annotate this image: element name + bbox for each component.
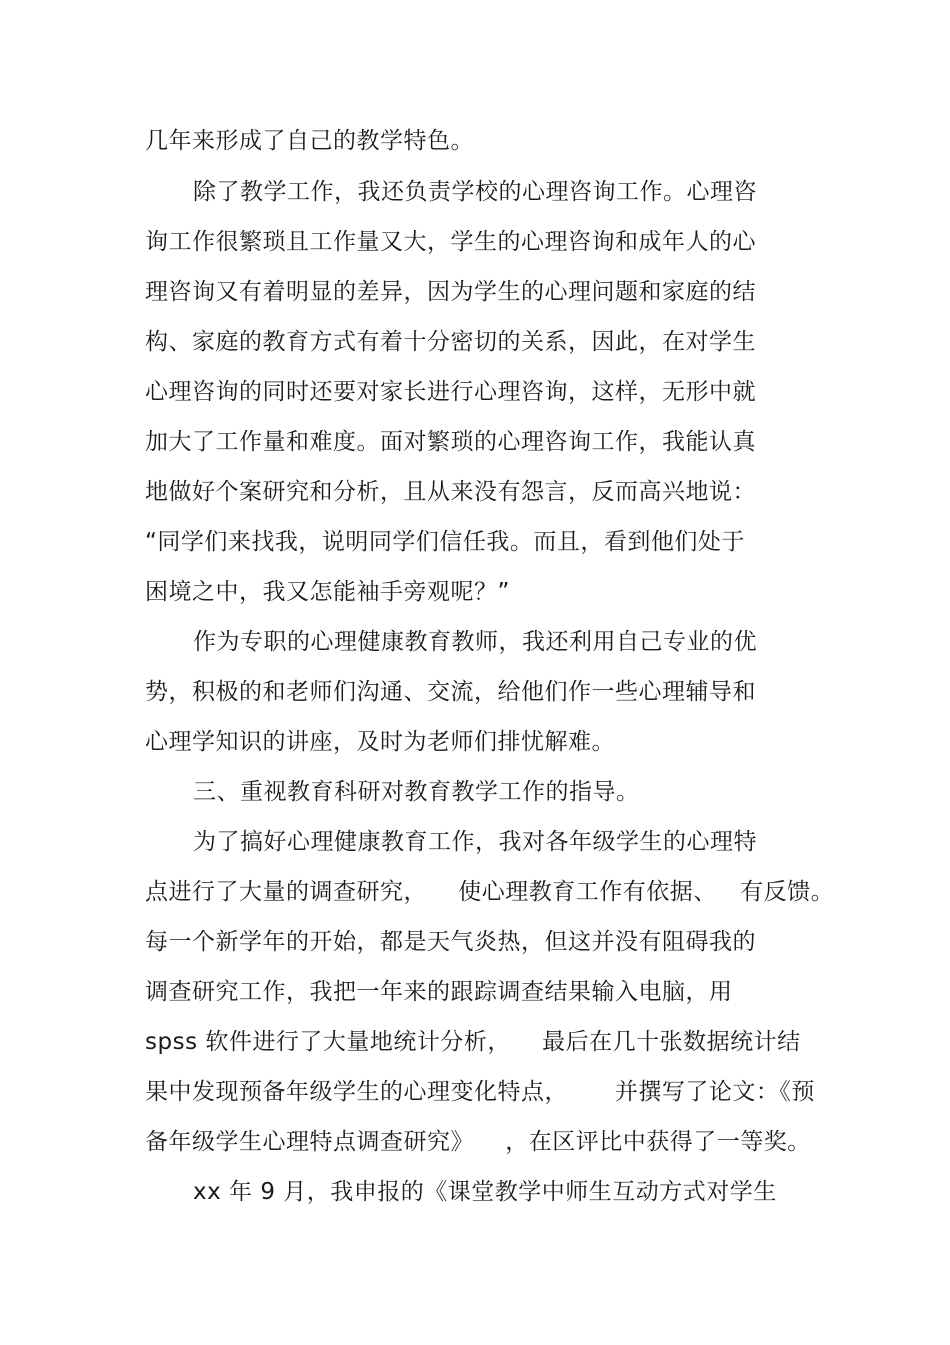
text-line: “同学们来找我，说明同学们信任我。而且，看到他们处于: [145, 529, 745, 555]
text-line: 询工作很繁琐且工作量又大，学生的心理咨询和成年人的心: [145, 229, 756, 255]
text-line: 几年来形成了自己的教学特色。: [145, 128, 474, 154]
section-heading: 三、重视教育科研对教育教学工作的指导。: [193, 779, 640, 805]
text-line: 心理学知识的讲座，及时为老师们排忧解难。: [145, 729, 615, 755]
paragraph-start-line: xx 年 9 月，我申报的《课堂教学中师生互动方式对学生: [193, 1179, 777, 1205]
text-line: 地做好个案研究和分析，且从来没有怨言，反而高兴地说：: [145, 479, 756, 505]
text-line: 备年级学生心理特点调查研究》 ，在区评比中获得了一等奖。: [145, 1129, 811, 1155]
text-line: 理咨询又有着明显的差异，因为学生的心理问题和家庭的结: [145, 279, 756, 305]
text-line: 每一个新学年的开始，都是天气炎热，但这并没有阻碍我的: [145, 929, 756, 955]
text-line: 势，积极的和老师们沟通、交流，给他们作一些心理辅导和: [145, 679, 756, 705]
text-line: 困境之中，我又怎能袖手旁观呢？”: [145, 579, 510, 605]
text-line: 加大了工作量和难度。面对繁琐的心理咨询工作，我能认真: [145, 429, 756, 455]
text-line: 果中发现预备年级学生的心理变化特点， 并撰写了论文：《预: [145, 1079, 815, 1105]
paragraph-start-line: 作为专职的心理健康教育教师，我还利用自己专业的优: [193, 629, 757, 655]
text-line: 点进行了大量的调查研究， 使心理教育工作有依据、 有反馈。: [145, 879, 835, 905]
text-line: 调查研究工作，我把一年来的跟踪调查结果输入电脑，用: [145, 979, 733, 1005]
text-line: spss 软件进行了大量地统计分析， 最后在几十张数据统计结: [145, 1029, 801, 1055]
text-line: 构、家庭的教育方式有着十分密切的关系，因此，在对学生: [145, 329, 756, 355]
paragraph-start-line: 除了教学工作，我还负责学校的心理咨询工作。心理咨: [193, 179, 757, 205]
text-line: 心理咨询的同时还要对家长进行心理咨询，这样，无形中就: [145, 379, 756, 405]
paragraph-start-line: 为了搞好心理健康教育工作，我对各年级学生的心理特: [193, 829, 757, 855]
